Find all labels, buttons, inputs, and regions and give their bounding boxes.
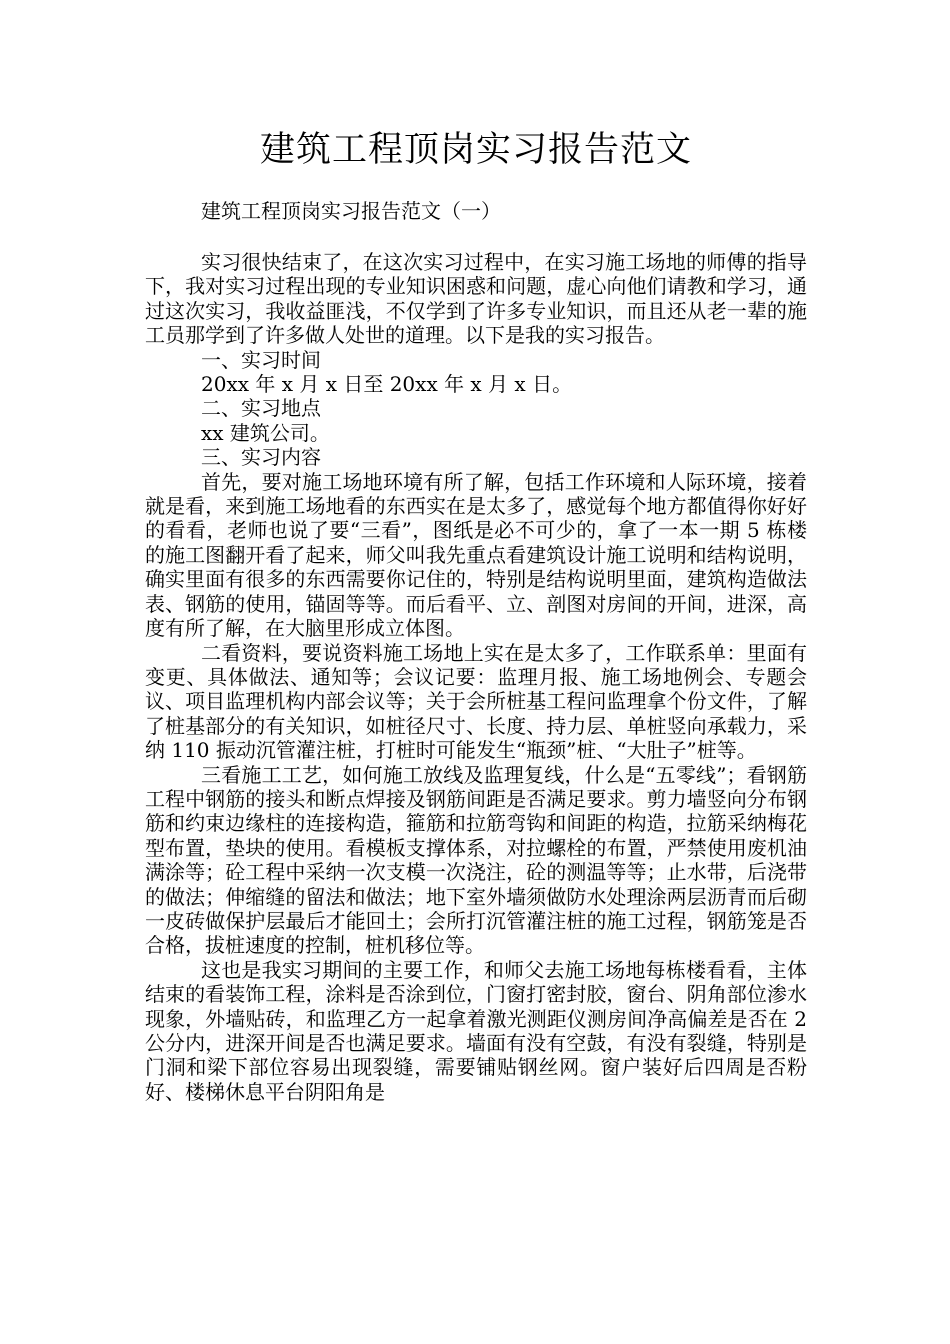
paragraph-internship-time: 20xx 年 x 月 x 日至 20xx 年 x 月 x 日。 <box>201 372 573 397</box>
document-title: 建筑工程顶岗实习报告范文 <box>259 130 692 170</box>
document-page <box>145 0 807 1344</box>
paragraph-intro: 实习很快结束了，在这次实习过程中，在实习施工场地的师傅的指导下，我对实习过程出现的专业知识困惑和问题，虚心向他们请教和学习，通过这次实习，我收益匪浅，不仅学到了许多专业知识，而且还从老一辈的施工员那学到了许多做人处世的道理。以下是我的实习报告。 <box>145 250 807 348</box>
paragraph-second-look: 二看资料，要说资料施工场地上实在是太多了，工作联系单：里面有变更、具体做法、通知等；会议记要：监理月报、施工场地例会、专题会议、项目监理机构内部会议等；关于会所桩基工程问监理拿个份文件，了解了桩基部分的有关知识，如桩径尺寸、长度、持力层、单桩竖向承载力，采纳 110 振动沉管灌注桩，打桩时可能发生“瓶颈”桩、“大肚子”桩等。 <box>145 640 807 763</box>
document-subtitle: 建筑工程顶岗实习报告范文（一） <box>201 199 501 223</box>
document-body <box>145 250 807 1104</box>
paragraph-third-look: 三看施工工艺，如何施工放线及监理复线，什么是“五零线”；看钢筋工程中钢筋的接头和断点焊接及钢筋间距是否满足要求。剪力墙竖向分布钢筋和约束边缘柱的连接构造，箍筋和拉筋弯钩和间距的构造，拉筋采纳梅花型布置，垫块的使用。看模板支撑体系，对拉螺栓的布置，严禁使用废机油满涂等；砼工程中采纳一次支模一次浇注，砼的测温等等；止水带，后浇带的做法；伸缩缝的留法和做法；地下室外墙须做防水处理涂两层沥青而后砌一皮砖做保护层最后才能回土；会所打沉管灌注桩的施工过程，钢筋笼是否合格，拔桩速度的控制，桩机移位等。 <box>145 762 807 958</box>
paragraph-first-look: 首先，要对施工场地环境有所了解，包括工作环境和人际环境，接着就是看，来到施工场地看的东西实在是太多了，感觉每个地方都值得你好好的看看，老师也说了要“三看”，图纸是必不可少的，拿了一本一期 5 栋楼的施工图翻开看了起来，师父叫我先重点看建筑设计施工说明和结构说明，确实里面有很多的东西需要你记住的，特别是结构说明里面，建筑构造做法表、钢筋的使用，锚固等等。而后看平、立、剖图对房间的开间，进深，高度有所了解，在大脑里形成立体图。 <box>145 469 807 641</box>
paragraph-internship-location: xx 建筑公司。 <box>201 420 330 445</box>
heading-internship-time: 一、实习时间 <box>201 347 321 372</box>
heading-internship-content: 三、实习内容 <box>201 445 321 470</box>
paragraph-main-work: 这也是我实习期间的主要工作，和师父去施工场地每栋楼看看，主体结束的看装饰工程，涂料是否涂到位，门窗打密封胶，窗台、阴角部位渗水现象，外墙贴砖，和监理乙方一起拿着激光测距仪测房间净高偏差是否在 2 公分内，进深开间是否也满足要求。墙面有没有空鼓，有没有裂缝，特别是门洞和梁下部位容易出现裂缝，需要铺贴钢丝网。窗户装好后四周是否粉好、楼梯休息平台阴阳角是 <box>145 957 807 1104</box>
heading-internship-location: 二、实习地点 <box>201 396 321 421</box>
